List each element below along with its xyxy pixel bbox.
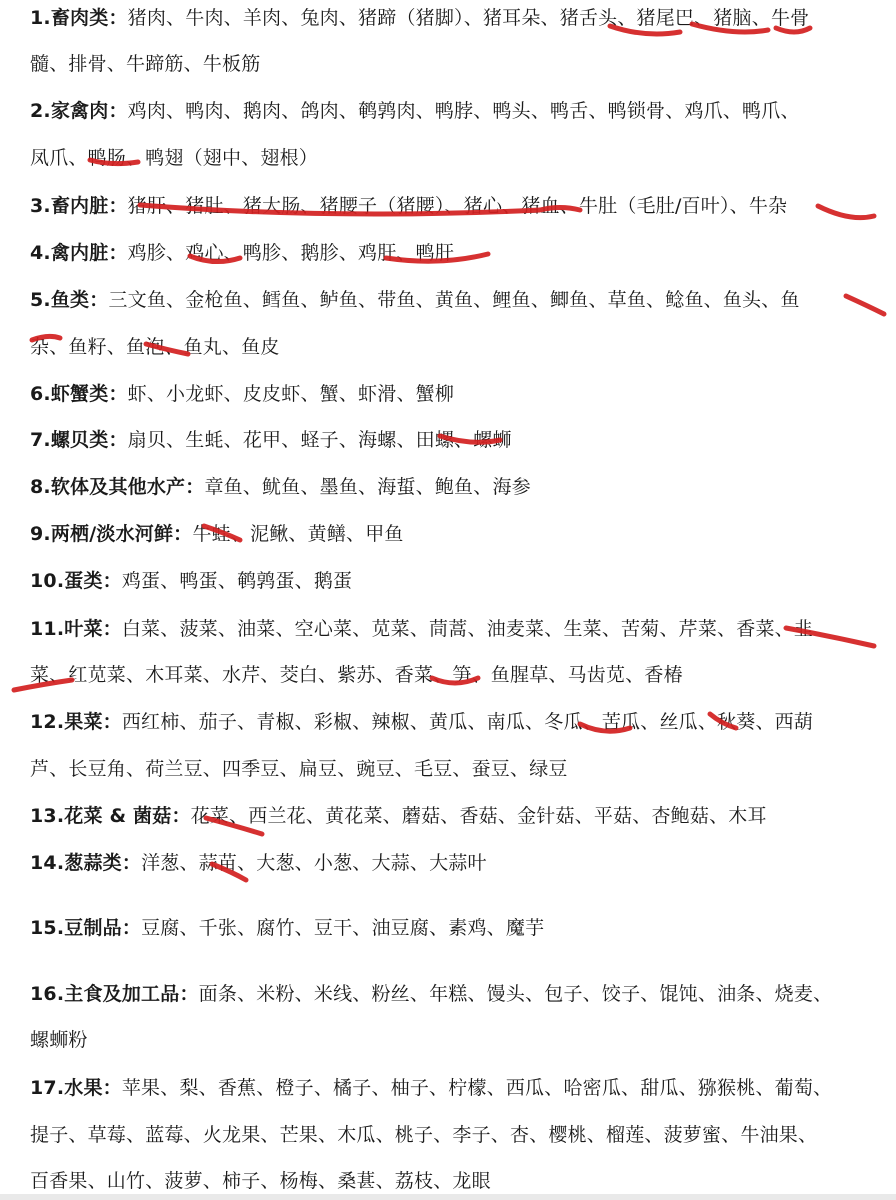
section-5-items-1: 三文鱼、金枪鱼、鳕鱼、鲈鱼、带鱼、黄鱼、鲤鱼、鲫鱼、草鱼、鲶鱼、鱼头、鱼 (108, 289, 800, 311)
section-1-line-1 (30, 5, 882, 31)
section-15-label: 15.豆制品： (30, 917, 142, 939)
section-8-label: 8.软体及其他水产： (30, 476, 205, 498)
section-2-line-2: 凤爪、鸭肠、鸭翅（翅中、翅根） (30, 147, 319, 169)
section-6-line-1 (30, 381, 882, 407)
section-5-line-2: 杂、鱼籽、鱼泡、鱼丸、鱼皮 (30, 336, 280, 358)
section-16-items-1: 面条、米粉、米线、粉丝、年糕、馒头、包子、饺子、馄饨、油条、烧麦、 (198, 983, 833, 1005)
section-17-line-1 (30, 1075, 882, 1101)
section-1-items-1: 猪肉、牛肉、羊肉、兔肉、猪蹄（猪脚）、猪耳朵、猪舌头、猪尾巴、猪脑、牛骨 (127, 7, 810, 29)
section-11-line-2: 菜、红苋菜、木耳菜、水芹、茭白、紫苏、香菜、笋、鱼腥草、马齿苋、香椿 (30, 664, 683, 686)
section-8-items-1: 章鱼、鱿鱼、墨鱼、海蜇、鲍鱼、海参 (204, 476, 531, 498)
section-5-label: 5.鱼类： (30, 289, 109, 311)
section-3-items-1: 猪肝、猪肚、猪大肠、猪腰子（猪腰）、猪心、猪血、牛肚（毛肚/百叶）、牛杂 (127, 195, 788, 217)
section-13-label: 13.花菜 & 菌菇： (30, 805, 191, 827)
section-15-items-1: 豆腐、千张、腐竹、豆干、油豆腐、素鸡、魔芋 (141, 917, 545, 939)
section-4-label: 4.禽内脏： (30, 242, 128, 264)
section-1-line-2: 髓、排骨、牛蹄筋、牛板筋 (30, 53, 261, 75)
section-16-line-1 (30, 981, 882, 1007)
section-17-line-2: 提子、草莓、蓝莓、火龙果、芒果、木瓜、桃子、李子、杏、樱桃、榴莲、菠萝蜜、牛油果、 (30, 1124, 818, 1146)
section-3-line-1 (30, 193, 882, 219)
section-11-label: 11.叶菜： (30, 618, 122, 640)
section-6-items-1: 虾、小龙虾、皮皮虾、蟹、虾滑、蟹柳 (127, 383, 455, 405)
section-9-items-1: 牛蛙、泥鳅、黄鳝、甲鱼 (192, 523, 404, 545)
section-10-line-1 (30, 568, 882, 594)
section-4-line-1 (30, 240, 882, 266)
section-2-line-1 (30, 98, 882, 124)
section-2-label: 2.家禽肉： (30, 100, 128, 122)
section-6-label: 6.虾蟹类： (30, 383, 128, 405)
section-7-items-1: 扇贝、生蚝、花甲、蛏子、海螺、田螺、螺蛳 (127, 429, 512, 451)
section-17-items-1: 苹果、梨、香蕉、橙子、橘子、柚子、柠檬、西瓜、哈密瓜、甜瓜、猕猴桃、葡萄、 (121, 1077, 833, 1099)
section-14-label: 14.葱蒜类： (30, 852, 142, 874)
section-16-label: 16.主食及加工品： (30, 983, 199, 1005)
section-17-label: 17.水果： (30, 1077, 122, 1099)
section-9-line-1 (30, 521, 882, 547)
section-13-items-1: 花菜、西兰花、黄花菜、蘑菇、香菇、金针菇、平菇、杏鲍菇、木耳 (190, 805, 767, 827)
section-1-label: 1.畜肉类： (30, 7, 128, 29)
section-16-line-2: 螺蛳粉 (30, 1029, 88, 1051)
section-7-label: 7.螺贝类： (30, 429, 128, 451)
section-13-line-1 (30, 803, 882, 829)
section-7-line-1 (30, 427, 882, 453)
section-11-items-1: 白菜、菠菜、油菜、空心菜、苋菜、茼蒿、油麦菜、生菜、苦菊、芹菜、香菜、韭 (121, 618, 814, 640)
section-3-label: 3.畜内脏： (30, 195, 128, 217)
section-12-line-2: 芦、长豆角、荷兰豆、四季豆、扁豆、豌豆、毛豆、蚕豆、绿豆 (30, 758, 568, 780)
section-9-label: 9.两栖/淡水河鲜： (30, 523, 193, 545)
section-12-items-1: 西红柿、茄子、青椒、彩椒、辣椒、黄瓜、南瓜、冬瓜、苦瓜、丝瓜、秋葵、西葫 (121, 711, 814, 733)
section-11-line-1 (30, 616, 882, 642)
section-15-line-1 (30, 915, 882, 941)
section-5-line-1 (30, 287, 882, 313)
section-17-line-3: 百香果、山竹、菠萝、柿子、杨梅、桑葚、荔枝、龙眼 (30, 1170, 491, 1192)
section-4-items-1: 鸡胗、鸡心、鸭胗、鹅胗、鸡肝、鸭肝 (127, 242, 455, 264)
section-14-items-1: 洋葱、蒜苗、大葱、小葱、大蒜、大蒜叶 (141, 852, 487, 874)
section-12-line-1 (30, 709, 882, 735)
section-2-items-1: 鸡肉、鸭肉、鹅肉、鸽肉、鹌鹑肉、鸭脖、鸭头、鸭舌、鸭锁骨、鸡爪、鸭爪、 (127, 100, 800, 122)
section-10-items-1: 鸡蛋、鸭蛋、鹌鹑蛋、鹅蛋 (121, 570, 353, 592)
bottom-edge (0, 1194, 896, 1200)
section-10-label: 10.蛋类： (30, 570, 122, 592)
section-12-label: 12.果菜： (30, 711, 122, 733)
section-8-line-1 (30, 474, 882, 500)
section-14-line-1 (30, 850, 882, 876)
